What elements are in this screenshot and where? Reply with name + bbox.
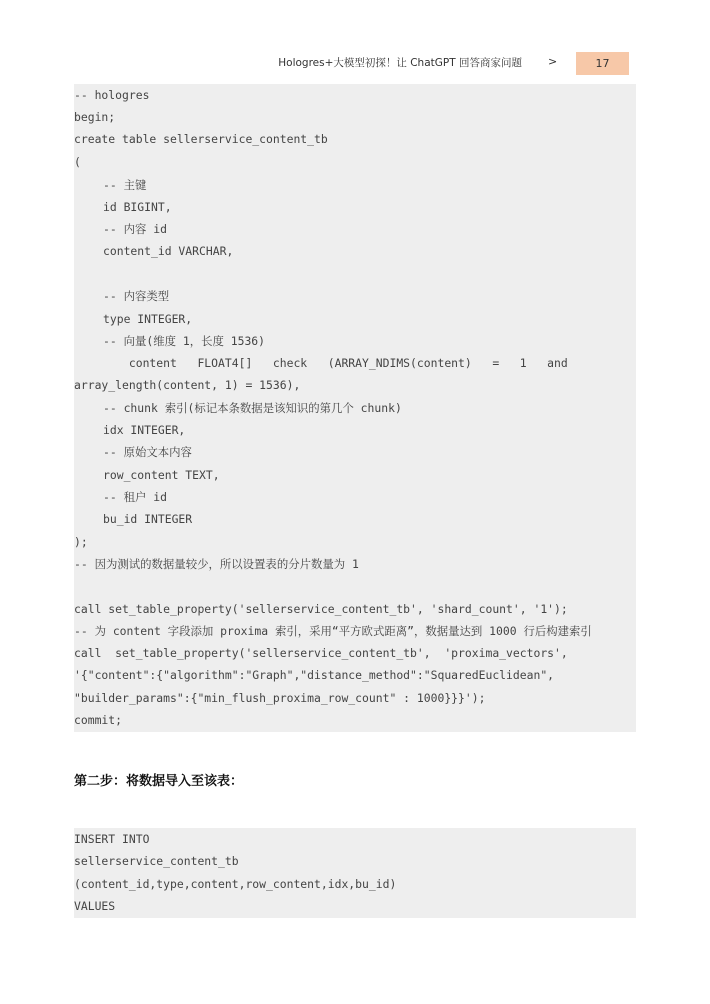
code-line: "builder_params":{"min_flush_proxima_row_count" : 1000}}}'); [74,691,486,705]
code-line: create table sellerservice_content_tb [74,132,328,146]
code-block-create-table [74,84,636,732]
code-line: array_length(content, 1) = 1536), [74,378,301,392]
section-heading: 第二步：将数据导入至该表： [74,774,244,789]
code-line: -- 原始文本内容 [103,445,192,459]
code-line: content FLOAT4[] check (ARRAY_NDIMS(content) = 1 and [74,356,568,370]
code-line: INSERT INTO [74,832,150,846]
code-line: begin; [74,110,116,124]
code-line: -- 因为测试的数据量较少，所以设置表的分片数量为 1 [74,557,359,571]
header-arrow-icon: > [548,55,558,68]
page-header [0,52,710,76]
code-line: content_id VARCHAR, [103,244,234,258]
code-line: type INTEGER, [103,312,193,326]
code-line: '{"content":{"algorithm":"Graph","distance_method":"SquaredEuclidean", [74,668,555,682]
code-line: (content_id,type,content,row_content,idx,bu_id) [74,877,397,891]
code-line: -- hologres [74,88,150,102]
code-line: -- 主键 [103,178,147,192]
code-line: -- 内容 id [103,222,167,236]
code-line: ( [74,155,81,169]
code-line: -- chunk 索引(标记本条数据是该知识的第几个 chunk) [103,401,402,415]
page-number-badge: 17 [576,52,629,75]
code-line: -- 向量(维度 1，长度 1536) [103,334,266,348]
code-line: call set_table_property('sellerservice_content_tb', 'shard_count', '1'); [74,602,568,616]
code-line: ); [74,535,88,549]
code-line: bu_id INTEGER [103,512,193,526]
header-title: Hologres+大模型初探！让 ChatGPT 回答商家问题 [278,57,522,69]
code-line: VALUES [74,899,116,913]
code-line: call set_table_property('sellerservice_content_tb', 'proxima_vectors', [74,646,568,660]
code-line: row_content TEXT, [103,468,220,482]
code-line: idx INTEGER, [103,423,186,437]
code-line: sellerservice_content_tb [74,854,239,868]
code-line: -- 为 content 字段添加 proxima 索引，采用“平方欧式距离”，数据量达到 1000 行后构建索引 [74,624,592,638]
code-line: commit; [74,713,123,727]
code-line: id BIGINT, [103,200,172,214]
code-line: -- 租户 id [103,490,167,504]
code-line: -- 内容类型 [103,289,170,303]
code-block-insert [74,828,636,918]
